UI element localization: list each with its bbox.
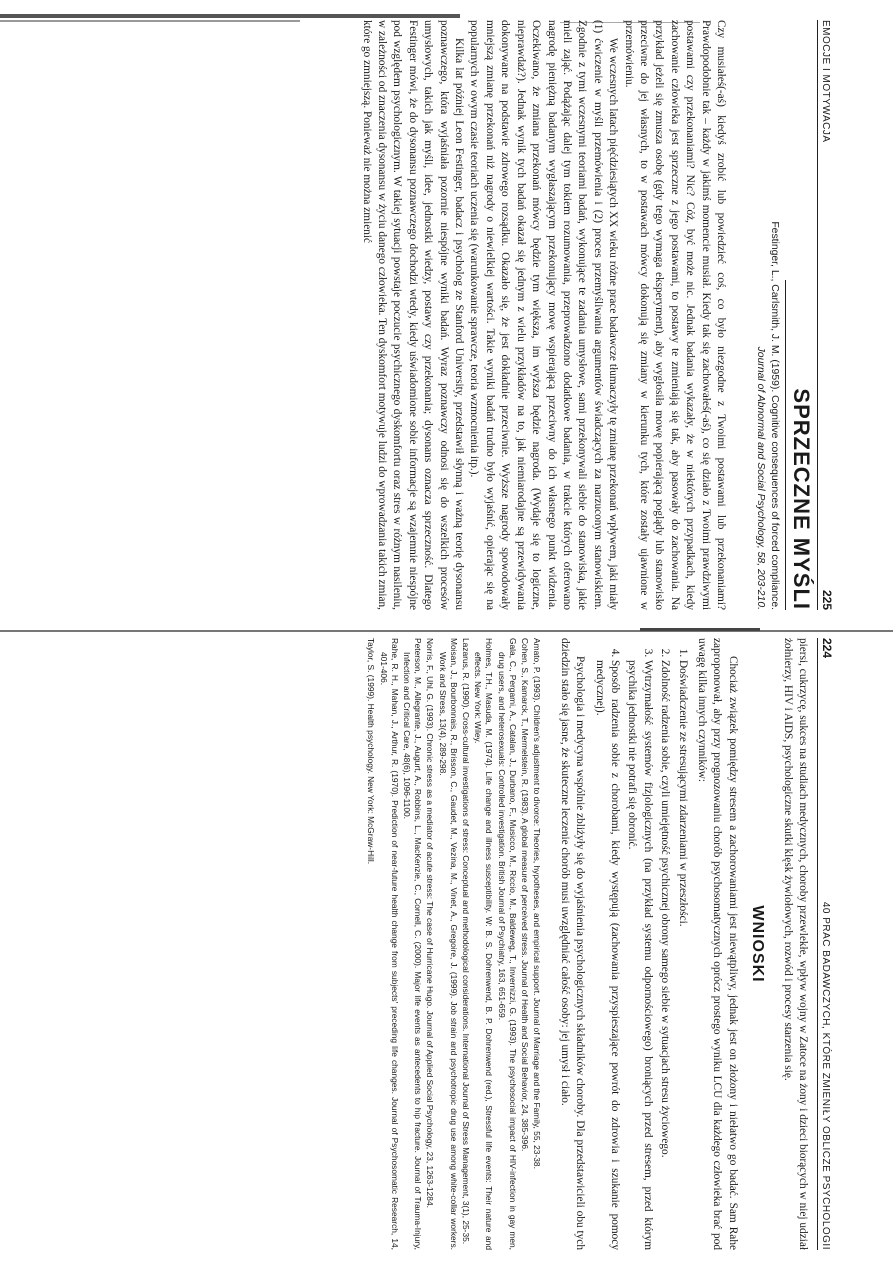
left-page-number: 224 (820, 638, 834, 659)
factor-item: 1. Doświadczenie ze stresującymi zdarzeniami w przeszłości. (674, 660, 689, 1250)
left-page (50, 638, 840, 1250)
factor-item: 2. Zdolność radzenia sobie, czyli umiejętność psychicznej obrony samego siebie w sytuacjach stresu życiowego. (657, 660, 672, 1250)
reference-item: Holmes, T.H., Masuda, M. (1974). Life change and illness susceptibility. W: B. S. Dohrenwend, B. P. Dohrenwend (red.), Stressful life events: Their nature and effects. New York: Wiley. (473, 638, 495, 1250)
citation-line-1: Festinger, L., Carlsmith, J. M. (1959). Cognitive consequences of forced compliance. (769, 221, 780, 610)
reference-item: Peterson, M., Allegrante, J., Augurt, A., Robbins, L., MacKenzie, C., Cornell, C. (2000). Major life events as antecedents to hip fracture. Journal of Trauma-Injury, Infection and Critical Care, 48(6), 1096-1100. (402, 638, 424, 1250)
factor-item: 3. Wytrzymałość systemów fizjologicznych (na przykład systemu odpornościowego) broniących przed stresem, przed którym psychika jednostki nie potrafi się obronić. (624, 660, 655, 1250)
citation-line-2: Journal of Abnormal and Social Psychology, 58, 203-210. (755, 346, 766, 610)
body-paragraph: We wczesnych latach pięćdziesiątych XX wieku różne prace badawcze tłumaczyły tę zmianę przekonań wpływem, jaki miały (1) ćwiczenie w myśli przemówienia i (2) proces przemyśliwania argumentów świadczących za narzuconym stanowiskiem. Zgodnie z tymi wczesnymi teoriami badań, wykonujące te zadania umysłowe, sami przekonywali siebie do stanowiska, jakie mieli zająć. Podążając dalej tym tokiem rozumowania, przeprowadzono dodatkowe badania, w trakcie których oferowano nagrodę pieniężną badanym wygłaszającym przekonujący mowę wspierającą przeciwny do ich własnego punkt widzenia. Oczekiwano, że zmiana przekonań mówcy będzie tym większa, im wyższa będzie nagroda. (Wydaje się to logiczne, nieprawdaż?). Jednak wynik tych badań okazał się jednym z wielu przykładów na to, jak niemiarodajne są przewidywania dokonywane na podstawie zdrowego rozsądku. Okazało się, że jest dokładnie przeciwnie. Wyższe nagrody spowodowały mniejszą zmianę przekonań niż nagrody o niewielkiej wartości. Takie wyniki badań trudno było wyjaśnić, opierając się na popularnych w owym czasie teoriach uczenia się (warunkowanie sprawcze, teoria wzmocnienia itp.). (468, 20, 620, 610)
reference-item: Lazarus, R. (1990). Cross-cultural investigations of stress: Conceptual and methodological considerations. International Journal of Stress Management, 3(1), 25-35. (461, 638, 472, 1245)
left-intro-paragraph: piersi, cukrzycę, sukces na studiach medycznych, choroby przewlekłe, wpływ wojny w Zatoce na żony i dzieci biorących w niej udział żołnierzy, HIV i AIDS, psychologiczne skutki klęsk żywiołowych, rozwód i procesy starzenia się. (781, 638, 809, 1250)
references-list (365, 638, 542, 1250)
conclusion-paragraph: Chociaż związek pomiędzy stresem a zachorowaniami jest niewątpliwy, jednak jest on złożony i niełatwo go badać. Sam Rahe zaproponował, aby przy prognozowaniu chorób psychosomatycznych oprócz prostego wyniku LCU dla każdego człowieka brać pod uwagę kilka innych czynników: (695, 638, 739, 1250)
reference-item: Cohen, S., Kamarck, T., Mermelstein, R. (1983). A global measure of perceived stress. Journal of Health and Social Behavior, 24, 385-396. (520, 638, 531, 1152)
title-rule (785, 280, 786, 610)
reference-item: Amato, P. (1993). Children's adjustment to divorce: Theories, hypotheses, and empirical support. Journal of Marriage and the Family, 55, 23-38. (532, 638, 543, 1169)
reference-item: Gala, C., Pergami, A., Catalan, J., Durbano, F., Musicco, M., Riccio, M., Baldeweg, T., Invernizzi, G. (1993). The psychosocial impact of HIV-infection in gay men, drug users, and heterosexuals: Controlled investigation. British Journal of Psychiatry, 163, 651-659. (496, 638, 518, 1250)
closing-paragraph: Psychologia i medycyna wspólnie zbliżyły się do wyjaśnienia psychologicznych składników choroby. Dla przedstawicieli obu tych dziedzin stało się jasne, że skuteczne leczenie chorób musi uwzględniać całość osoby: jej umysł i ciało. (558, 638, 587, 1250)
body-paragraph: Czy musiałeś(-aś) kiedyś zrobić lub powiedzieć coś, co było niezgodne z Twoimi postawami lub przekonaniami? Prawdopodobnie tak – każdy w jakimś momencie musiał. Kiedy tak się zachowałeś(-aś), co się działo z Twoimi prawdziwymi postawami czy przekonaniami? Nic? Cóż, być może nic. Jednak badania wykazały, że w niektórych przypadkach, kiedy zachowanie człowieka jest sprzeczne z jego postawami, to postawy te zmieniają się tak, aby pasowały do zachowania. Na przykład jeżeli się zmusza osobę (gdy tego wymaga eksperyment), aby wygłosiła mowę popierającą poglądy lub stanowisko przeciwne do jej własnych, to w postawach mówcy dokonują się zmiany w kierunku tych, które zostały ujawnione w przemówieniu. (622, 20, 727, 610)
factors-list (591, 638, 689, 1250)
right-page (50, 20, 840, 610)
reference-item: Taylor, S. (1999). Health psychology. New York: McGraw-Hill. (366, 638, 377, 865)
reference-item: Norris, F., Uhl, G. (1993). Chronic stress as a mediator of acute stress: The case of Hurricane Hugo. Journal of Applied Social Psychology, 23, 1263-1284. (425, 638, 436, 1208)
right-head-rule (817, 20, 818, 610)
section-title: WNIOSKI (749, 905, 767, 983)
left-running-head: 40 PRAC BADAWCZYCH, KTÓRE ZMIENIŁY OBLICZE PSYCHOLOGII (820, 901, 831, 1250)
factor-item: 4. Sposób radzenia sobie z chorobami, kiedy występują (zachowania przyspieszające powrót do zdrowia i szukanie pomocy medycznej). (591, 660, 622, 1250)
article-title: SPRZECZNE MYŚLI (789, 388, 814, 610)
reference-item: Rahe, R. H., Mahan, J., Arthur, R. (1970). Prediction of near-future health change from subjects' preceding life changes. Journal of Psychosomatic Research, 14, 401-406. (378, 638, 400, 1250)
body-paragraph: Kilka lat później Leon Festinger, badacz i psycholog ze Stanford University, przedstawił słynną i ważną teorię dysonansu poznawczego, która wyjaśniała pozornie niespójne wyniki badań. Wyraz poznawczy odnosi się do wszelkich procesów umysłowych, takich jak myśli, idee, jednostki wiedzy, postawy czy przekonania; dysonans oznacza sprzeczność. Dlatego Festinger mówi, że do dysonansu poznawczego dochodzi wtedy, kiedy uświadomione sobie informacje są wzajemnie niespójne pod względem psychologicznym. W takiej sytuacji powstaje poczucie psychicznego dyskomfortu oraz stres w różnym nasileniu, w zależności od znaczenia dysonansu w życiu danego człowieka. Ten dyskomfort motywuje ludzi do wprowadzania takich zmian, które go zmniejszą. Ponieważ nie można zmienić (360, 20, 466, 610)
right-running-head: EMOCJE I MOTYWACJA (820, 20, 831, 143)
right-page-number: 225 (820, 589, 834, 610)
reference-item: Moisan, J., Bourbonnais, R., Brisson, C., Gaudet, M., Vezina, M., Vinet, A., Gregoire, J. (1999). Job strain and psychotropic drug use among white-collar workers. Work and Stress, 13(4), 289-298. (437, 638, 459, 1250)
page-fold-artifact (0, 628, 893, 636)
left-head-rule (817, 638, 818, 1250)
